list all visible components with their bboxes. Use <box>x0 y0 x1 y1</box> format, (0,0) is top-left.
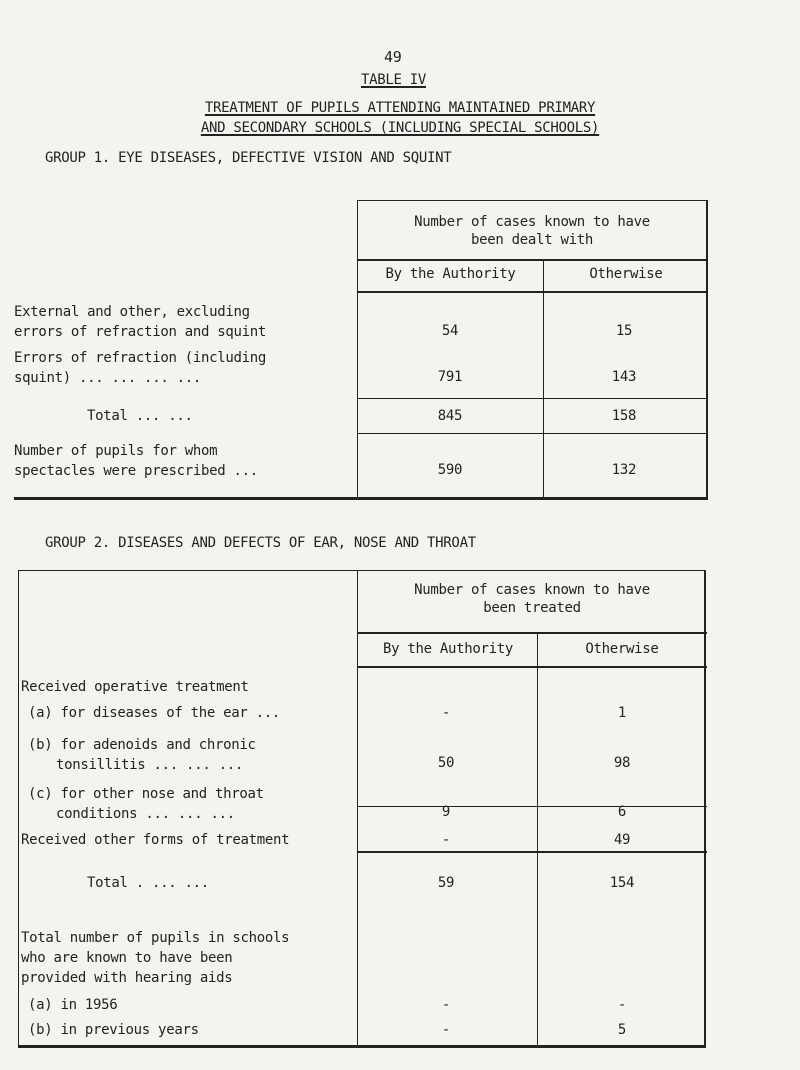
group2-row-label: (a) for diseases of the ear ... <box>28 705 280 721</box>
group2-row-authority: 50 <box>437 755 455 771</box>
group1-row-otherwise: 143 <box>611 369 637 385</box>
row-label-line: tonsillitis ... ... ... <box>56 757 243 773</box>
group1-total-otherwise: 158 <box>611 408 637 424</box>
group1-row-label <box>14 302 266 342</box>
row-label-line: Total number of pupils in schools <box>21 930 290 946</box>
group1-heading: GROUP 1. EYE DISEASES, DEFECTIVE VISION AND SQUINT <box>45 150 452 166</box>
rule <box>357 200 707 201</box>
rule <box>357 632 707 634</box>
rule <box>18 570 19 1048</box>
group2-row-otherwise: 1 <box>617 705 627 721</box>
group2-hearing-row-otherwise: 5 <box>617 1022 627 1038</box>
rule <box>543 259 544 498</box>
row-label-line: squint) ... ... ... ... <box>14 370 201 386</box>
group1-spectacles-authority: 590 <box>437 462 463 478</box>
table-label: TABLE IV <box>361 72 427 88</box>
rule <box>14 497 708 500</box>
group2-hearing-row-otherwise: - <box>617 997 627 1013</box>
row-label-line: errors of refraction and squint <box>14 324 266 340</box>
group2-row-label <box>28 784 264 824</box>
group1-header-line-1: Number of cases known to have <box>414 214 650 230</box>
rule <box>357 666 707 668</box>
group1-row-authority: 54 <box>441 323 459 339</box>
group2-hearing-row-authority: - <box>441 997 451 1013</box>
row-label-line: Number of pupils for whom <box>14 443 218 459</box>
row-label-line: (b) for adenoids and chronic <box>28 737 256 753</box>
rule <box>18 1045 706 1048</box>
row-label-line: External and other, excluding <box>14 304 250 320</box>
group2-row-otherwise: 6 <box>617 804 627 820</box>
row-label-line: spectacles were prescribed ... <box>14 463 258 479</box>
row-label-line: who are known to have been <box>21 950 233 966</box>
group2-row-authority: - <box>441 832 451 848</box>
group1-total-authority: 845 <box>437 408 463 424</box>
group2-row-label: Received other forms of treatment <box>21 832 290 848</box>
row-label-line: conditions ... ... ... <box>56 806 235 822</box>
group2-heading: GROUP 2. DISEASES AND DEFECTS OF EAR, NOSE AND THROAT <box>45 535 476 551</box>
group1-total-label: Total ... ... <box>87 408 193 424</box>
rule <box>357 398 707 399</box>
row-label-line: provided with hearing aids <box>21 970 233 986</box>
group2-header-line-1: Number of cases known to have <box>414 582 650 598</box>
title-line-1 <box>0 100 800 116</box>
rule <box>357 259 707 261</box>
group2-hearing-row-authority: - <box>441 1022 451 1038</box>
group2-total-authority: 59 <box>437 875 455 891</box>
group1-col-authority: By the Authority <box>385 266 516 282</box>
group2-col-otherwise: Otherwise <box>585 641 659 657</box>
group2-row-label <box>28 735 256 775</box>
rule <box>357 851 707 853</box>
group2-hearing-row-label: (b) in previous years <box>28 1022 199 1038</box>
group2-row-otherwise: 98 <box>613 755 631 771</box>
group1-col-otherwise: Otherwise <box>589 266 663 282</box>
group2-column-header <box>357 582 707 616</box>
group2-row-authority: 9 <box>441 804 451 820</box>
group1-spectacles-otherwise: 132 <box>611 462 637 478</box>
group2-total-otherwise: 154 <box>609 875 635 891</box>
group1-row-otherwise: 15 <box>615 323 633 339</box>
group1-column-header <box>357 214 707 248</box>
group2-hearing-label <box>21 928 289 988</box>
title-line-1-text: TREATMENT OF PUPILS ATTENDING MAINTAINED PRIMARY <box>204 100 596 116</box>
group1-row-label <box>14 348 266 388</box>
row-label-line: (c) for other nose and throat <box>28 786 264 802</box>
group1-spectacles-label <box>14 441 258 481</box>
group1-row-authority: 791 <box>437 369 463 385</box>
group2-row-otherwise: 49 <box>613 832 631 848</box>
page-number: 49 <box>384 48 402 66</box>
row-label-line: Errors of refraction (including <box>14 350 266 366</box>
rule <box>18 570 706 571</box>
title-line-2 <box>0 120 800 136</box>
group2-operative-label: Received operative treatment <box>21 679 249 695</box>
rule <box>357 433 707 434</box>
group2-row-authority: - <box>441 705 451 721</box>
rule <box>537 632 538 1048</box>
group2-total-label: Total . ... ... <box>87 875 209 891</box>
group2-header-line-2: been treated <box>483 600 581 616</box>
group1-header-line-2: been dealt with <box>471 232 593 248</box>
group2-col-authority: By the Authority <box>382 641 514 657</box>
group2-hearing-row-label: (a) in 1956 <box>28 997 118 1013</box>
rule <box>357 291 707 293</box>
title-line-2-text: AND SECONDARY SCHOOLS (INCLUDING SPECIAL SCHOOLS) <box>200 120 600 136</box>
